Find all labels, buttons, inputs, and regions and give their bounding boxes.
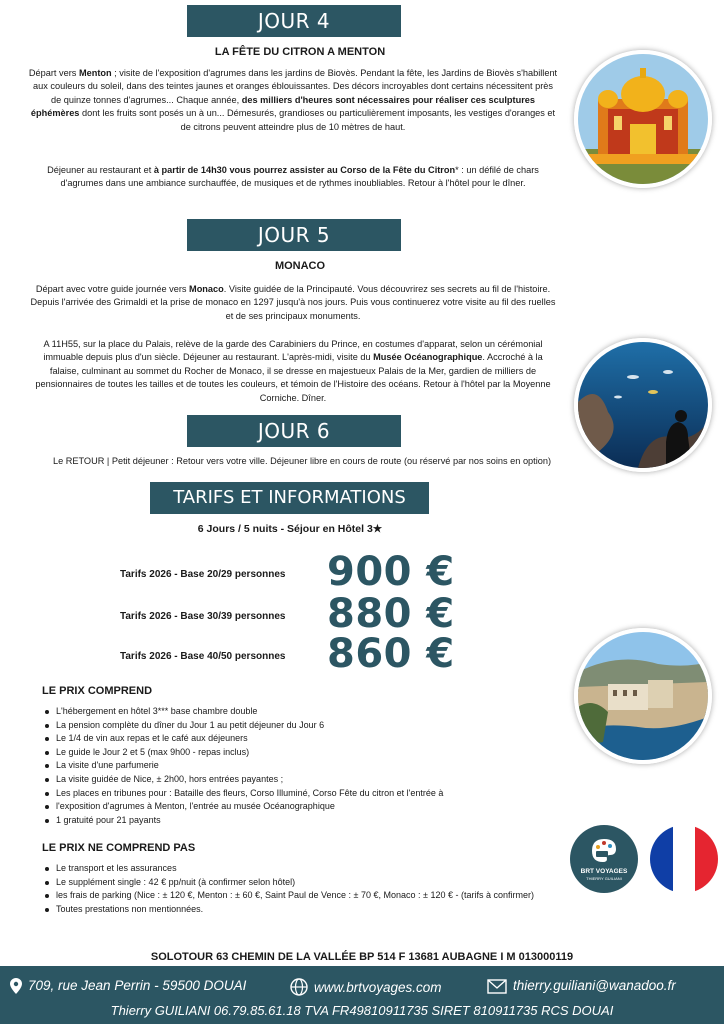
logo-name: BRT VOYAGES [580,868,628,875]
footer-email[interactable]: thierry.guiliani@wanadoo.fr [487,978,676,994]
day5-paragraph-1: Départ avec votre guide journée vers Monaco. Visite guidée de la Principauté. Vous découvrirez ses secrets au fil de l'histoire. Depuis l'arrivée des Grimaldi et la prise de monaco en 1297 jusqu'à nos jours. Puis vous continuerez votre visite au fil des ruelles et de ses principaux monuments. [30,284,556,321]
list-item: les frais de parking (Nice : ± 120 €, Menton : ± 60 €, Saint Paul de Vence : ± 70 €, Monaco : ± 120 € - (tarifs à confirmer) [56,889,546,903]
price-value: 860 € [327,631,455,677]
footer-legal: Thierry GUILIANI 06.79.85.61.18 TVA FR49810911735 SIRET 810911735 RCS DOUAI [110,1003,614,1018]
footer-contact-bar [0,966,724,1024]
day6-text: Le RETOUR | Petit déjeuner : Retour vers votre ville. Déjeuner libre en cours de route (ou réservé par nos soins en option) [52,456,552,466]
list-item: Les places en tribunes pour : Bataille des fleurs, Corso Illuminé, Corso Fête du citron et l'entrée à [56,787,546,801]
excluded-list [56,862,546,916]
price-value: 880 € [327,591,455,637]
list-item: Le 1/4 de vin aux repas et le café aux déjeuners [56,732,546,746]
list-item: Le transport et les assurances [56,862,546,876]
list-item: La visite guidée de Nice, ± 2h00, hors entrées payantes ; [56,773,546,787]
price-value: 900 € [327,549,455,595]
tarifs-banner: TARIFS ET INFORMATIONS [150,482,429,514]
aquarium-photo [574,338,712,472]
list-item: L'hébergement en hôtel 3*** base chambre double [56,705,546,719]
envelope-icon [487,979,507,994]
company-address-line: SOLOTOUR 63 CHEMIN DE LA VALLÉE BP 514 F 13681 AUBAGNE I M 013000119 [150,951,574,963]
footer-address: 709, rue Jean Perrin - 59500 DOUAI [10,978,246,994]
list-item: l'exposition d'agrumes à Menton, l'entrée au musée Océanographique [56,800,546,814]
location-pin-icon [10,978,22,994]
price-label: Tarifs 2026 - Base 30/39 personnes [120,611,286,622]
french-flag-icon [650,825,718,893]
day4-banner: JOUR 4 [187,5,401,37]
list-item: La visite d'une parfumerie [56,759,546,773]
included-title: LE PRIX COMPREND [42,685,153,697]
tarifs-subtitle: 6 Jours / 5 nuits - Séjour en Hôtel 3★ [197,523,383,535]
monaco-photo [574,628,712,764]
list-item: Le guide le Jour 2 et 5 (max 9h00 - repas inclus) [56,746,546,760]
day4-title: LA FÊTE DU CITRON A MENTON [214,46,386,58]
brt-voyages-logo [570,825,638,893]
list-item: La pension complète du dîner du Jour 1 au petit déjeuner du Jour 6 [56,719,546,733]
bus-palette-logo-icon [588,833,620,865]
lemon-festival-photo [574,50,712,188]
day4-paragraph-1: Départ vers Menton ; visite de l'exposition d'agrumes dans les jardins de Biovès. Pendant la fête, les Jardins de Biovès s'habillent aux couleurs du soleil, dans des teintes jaunes et oranges éblouissantes. Des décors incroyables dont certains nécessitent près de quinze tonnes d'agrumes... Chaque année, des milliers d'heures sont nécessaires pour réaliser ces sculptures éphémères dont les fruits sont posés un à un... Démesurés, grandioses ou particulièrement imposants, les vestiges d'oranges et de citrons peuvent atteindre plus de 10 mètres de haut. [28,68,558,132]
list-item: Toutes prestations non mentionnées. [56,903,546,917]
day5-title: MONACO [274,260,326,272]
day6-banner: JOUR 6 [187,415,401,447]
footer-website[interactable]: www.brtvoyages.com [290,978,442,996]
logo-tagline: THIERRY GUILIANI [586,876,622,881]
excluded-title: LE PRIX NE COMPREND PAS [42,842,196,854]
list-item: Le supplément single : 42 € pp/nuit (à confirmer selon hôtel) [56,876,546,890]
day5-banner: JOUR 5 [187,219,401,251]
price-label: Tarifs 2026 - Base 40/50 personnes [120,651,286,662]
included-list [56,705,546,827]
day4-paragraph-2: Déjeuner au restaurant et à partir de 14h30 vous pourrez assister au Corso de la Fête du Citron* : un défilé de chars d'agrumes dans une ambiance surchauffée, de musiques et de rythmes inoubliables. Retour à l'hôtel pour le dîner. [47,165,539,189]
list-item: 1 gratuité pour 21 payants [56,814,546,828]
globe-icon [290,978,308,996]
price-label: Tarifs 2026 - Base 20/29 personnes [120,569,286,580]
day5-paragraph-2: A 11H55, sur la place du Palais, relève de la garde des Carabiniers du Prince, en costumes d'apparat, selon un cérémonial immuable depuis plus d'un siècle. Déjeuner au restaurant. L'après-midi, visite du Musée Océanographique. Accroché à la falaise, culminant au sommet du Rocher de Monaco, il se dresse en majestueux Palais de la Mer, gardien de milliers de pensionnaires de toutes les tailles et de toutes les couleurs, et témoin de l'Histoire des océans. Retour à l'hôtel par la Moyenne Corniche. Dîner. [35,339,551,403]
